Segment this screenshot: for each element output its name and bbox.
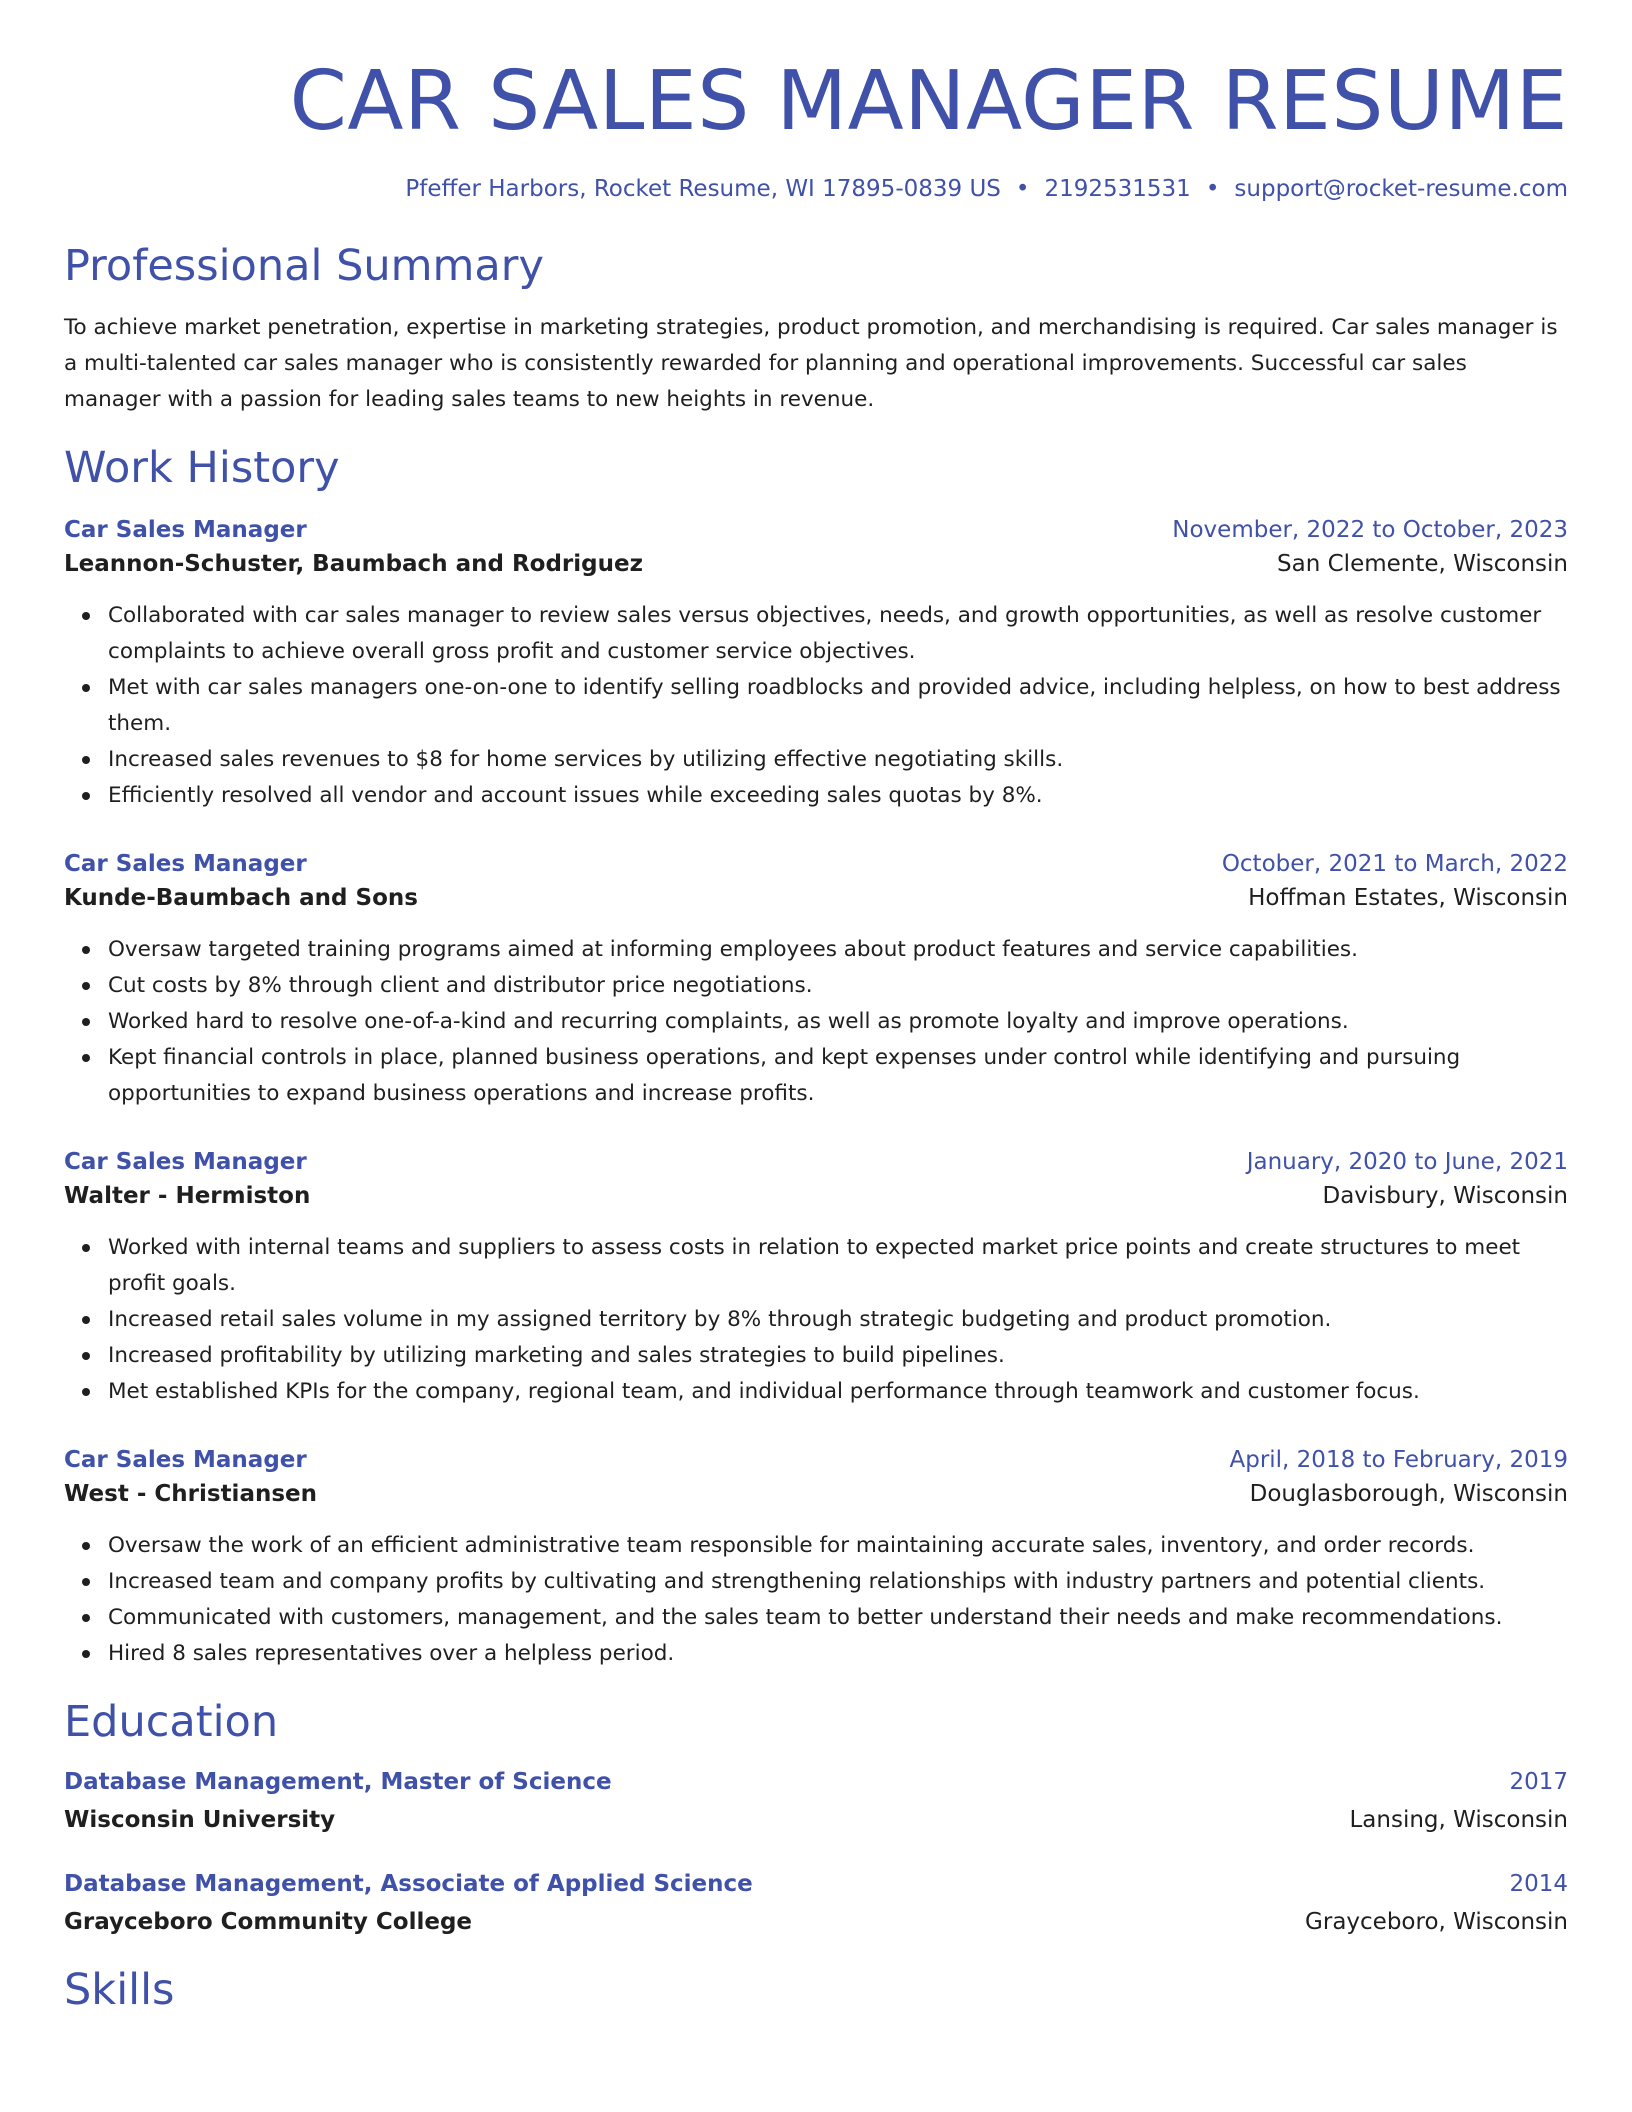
education-year: 2017 (1509, 1769, 1568, 1795)
job-bullet: Hired 8 sales representatives over a helpless period. (108, 1636, 1568, 1672)
job-bullets (64, 1528, 1568, 1672)
job-location: Hoffman Estates, Wisconsin (1248, 885, 1568, 911)
education-degree: Database Management, Master of Science (64, 1769, 612, 1795)
job-location: San Clemente, Wisconsin (1277, 551, 1568, 577)
job-bullets (64, 1230, 1568, 1410)
education-heading: Education (64, 1697, 279, 1747)
job-bullet: Collaborated with car sales manager to review sales versus objectives, needs, and growth opportunities, as well as resolve customer complaints to achieve overall gross profit and customer service objectives. (108, 598, 1568, 670)
education-year: 2014 (1509, 1871, 1568, 1897)
job-bullets (64, 598, 1568, 814)
contact-address: Pfeffer Harbors, Rocket Resume, WI 17895-0839 US (405, 176, 1001, 202)
work-history-heading: Work History (64, 443, 340, 493)
skills-heading: Skills (64, 1965, 175, 2015)
job-bullet: Met established KPIs for the company, regional team, and individual performance through teamwork and customer focus. (108, 1374, 1568, 1410)
work-entry (64, 1146, 1568, 1410)
job-location: Davisbury, Wisconsin (1322, 1183, 1568, 1209)
job-company: Leannon-Schuster, Baumbach and Rodriguez (64, 551, 643, 577)
education-degree: Database Management, Associate of Applied Science (64, 1871, 753, 1897)
job-company: West - Christiansen (64, 1481, 317, 1507)
job-bullet: Kept financial controls in place, planned business operations, and kept expenses under control while identifying and pursuing opportunities to expand business operations and increase profits. (108, 1040, 1568, 1112)
job-bullet: Oversaw targeted training programs aimed at informing employees about product features and service capabilities. (108, 932, 1568, 968)
job-bullet: Cut costs by 8% through client and distributor price negotiations. (108, 968, 1568, 1004)
contact-separator: • (1205, 176, 1220, 202)
contact-separator: • (1015, 176, 1030, 202)
job-bullet: Increased profitability by utilizing marketing and sales strategies to build pipelines. (108, 1338, 1568, 1374)
job-bullet: Oversaw the work of an efficient administrative team responsible for maintaining accurate sales, inventory, and order records. (108, 1528, 1568, 1564)
job-bullets (64, 932, 1568, 1112)
contact-phone[interactable]: 2192531531 (1044, 176, 1191, 202)
contact-line (64, 174, 1568, 204)
job-company: Walter - Hermiston (64, 1183, 311, 1209)
job-dates: October, 2021 to March, 2022 (1221, 851, 1568, 877)
job-bullet: Efficiently resolved all vendor and account issues while exceeding sales quotas by 8%. (108, 778, 1568, 814)
work-entry (64, 848, 1568, 1112)
job-bullet: Increased team and company profits by cultivating and strengthening relationships with industry partners and potential clients. (108, 1564, 1568, 1600)
job-company: Kunde-Baumbach and Sons (64, 885, 418, 911)
job-location: Douglasborough, Wisconsin (1249, 1481, 1568, 1507)
job-bullet: Worked with internal teams and suppliers to assess costs in relation to expected market price points and create structures to meet profit goals. (108, 1230, 1568, 1302)
job-role: Car Sales Manager (64, 851, 307, 877)
work-entry (64, 514, 1568, 814)
resume-title: CAR SALES MANAGER RESUME (289, 54, 1568, 149)
job-bullet: Increased sales revenues to $8 for home services by utilizing effective negotiating skills. (108, 742, 1568, 778)
job-dates: April, 2018 to February, 2019 (1229, 1447, 1568, 1473)
education-entry (64, 1868, 1568, 1940)
job-dates: November, 2022 to October, 2023 (1172, 517, 1568, 543)
education-location: Lansing, Wisconsin (1349, 1807, 1568, 1833)
education-entry (64, 1766, 1568, 1838)
job-role: Car Sales Manager (64, 1149, 307, 1175)
job-bullet: Met with car sales managers one-on-one to identify selling roadblocks and provided advice, including helpless, on how to best address them. (108, 670, 1568, 742)
work-entry (64, 1444, 1568, 1672)
job-bullet: Worked hard to resolve one-of-a-kind and recurring complaints, as well as promote loyalty and improve operations. (108, 1004, 1568, 1040)
education-school: Wisconsin University (64, 1807, 336, 1833)
job-bullet: Communicated with customers, management, and the sales team to better understand their needs and make recommendations. (108, 1600, 1568, 1636)
summary-heading: Professional Summary (64, 241, 544, 291)
education-location: Grayceboro, Wisconsin (1305, 1909, 1568, 1935)
summary-text: To achieve market penetration, expertise in marketing strategies, product promotion, and merchandising is required. Car sales manager is a multi-talented car sales manager who is consistently rewarded for planning and operational improvements. Successful car sales manager with a passion for leading sales teams to new heights in revenue. (64, 315, 1558, 412)
job-role: Car Sales Manager (64, 1447, 307, 1473)
job-role: Car Sales Manager (64, 517, 307, 543)
contact-email[interactable]: support@rocket-resume.com (1234, 176, 1568, 202)
job-bullet: Increased retail sales volume in my assigned territory by 8% through strategic budgeting and product promotion. (108, 1302, 1568, 1338)
job-dates: January, 2020 to June, 2021 (1246, 1149, 1568, 1175)
education-school: Grayceboro Community College (64, 1909, 473, 1935)
